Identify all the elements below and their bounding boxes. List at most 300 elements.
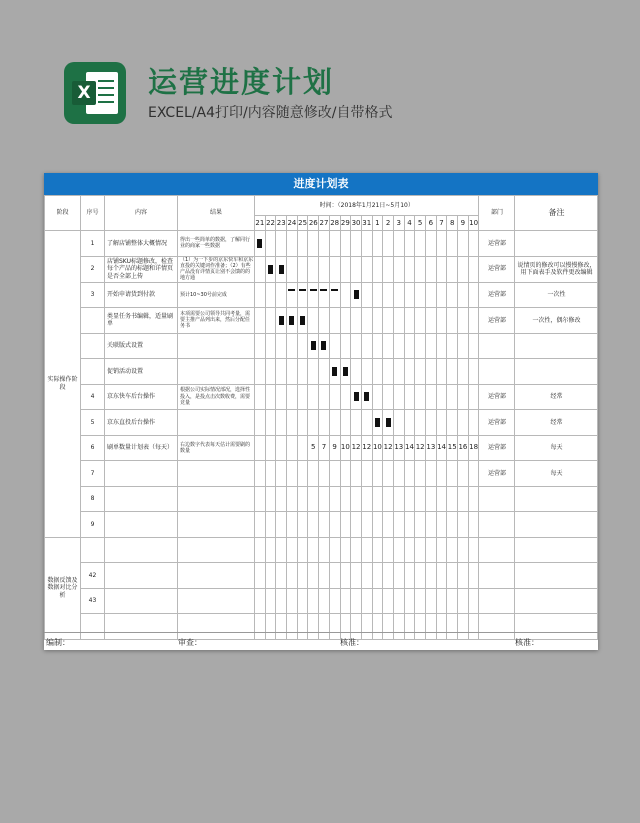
row-dept: [479, 359, 515, 385]
gantt-cell: [308, 537, 319, 563]
row-remark: [515, 486, 598, 512]
row-number: [81, 537, 105, 563]
row-result: [178, 461, 255, 487]
gantt-cell: [436, 256, 447, 282]
gantt-cell: [436, 410, 447, 436]
gantt-cell: [383, 512, 394, 538]
gantt-cell: [436, 512, 447, 538]
day-header: 21: [255, 216, 266, 231]
gantt-cell: [436, 359, 447, 385]
gantt-cell: [287, 461, 298, 487]
row-dept: 运营部: [479, 435, 515, 461]
gantt-cell: [297, 359, 308, 385]
excel-icon: [64, 62, 126, 124]
gantt-cell: [426, 231, 437, 257]
gantt-cell: [255, 588, 266, 614]
gantt-bar: [257, 239, 262, 248]
gantt-cell: [458, 333, 469, 359]
day-header: 28: [329, 216, 340, 231]
gantt-cell: [287, 537, 298, 563]
day-header: 25: [297, 216, 308, 231]
gantt-cell: [426, 359, 437, 385]
row-result: 根据公司实际情况部况，选择性投入，是投点击次数收费，需要竞量: [178, 384, 255, 410]
day-header: 29: [340, 216, 351, 231]
gantt-cell: [426, 563, 437, 589]
gantt-cell: [436, 563, 447, 589]
row-number: 43: [81, 588, 105, 614]
row-content: [105, 486, 178, 512]
sheet-title: 进度计划表: [44, 173, 598, 195]
gantt-cell: [393, 333, 404, 359]
gantt-cell: [329, 231, 340, 257]
table-row: [45, 588, 598, 614]
row-result: [178, 359, 255, 385]
gantt-cell: [447, 537, 458, 563]
row-result: 得出一些简单的数据，了解同行业的商家一些数据: [178, 231, 255, 257]
gantt-cell: [276, 410, 287, 436]
gantt-cell: [447, 588, 458, 614]
gantt-cell: [447, 308, 458, 334]
row-result: （1）为一下步的京东快车和京东直投的关键词作准备；（2）有些产品没有详情页让别不会馈的的地方通: [178, 256, 255, 282]
row-content: 京东快车后台操作: [105, 384, 178, 410]
gantt-cell: [297, 512, 308, 538]
col-no: 序号: [81, 196, 105, 231]
gantt-cell: [426, 461, 437, 487]
gantt-cell: [308, 563, 319, 589]
gantt-cell: [297, 256, 308, 282]
gantt-cell: [297, 282, 308, 308]
daily-count: 12: [383, 435, 394, 461]
gantt-cell: [468, 359, 479, 385]
gantt-cell: [426, 588, 437, 614]
gantt-cell: [287, 359, 298, 385]
daily-count: 15: [447, 435, 458, 461]
row-dept: [479, 537, 515, 563]
daily-count: 14: [436, 435, 447, 461]
gantt-cell: [319, 231, 330, 257]
gantt-cell: [372, 537, 383, 563]
gantt-cell: [361, 308, 372, 334]
gantt-cell: [319, 308, 330, 334]
row-number: 5: [81, 410, 105, 436]
row-dept: 运营部: [479, 461, 515, 487]
gantt-cell: [265, 588, 276, 614]
gantt-cell: [351, 256, 362, 282]
gantt-cell: [297, 410, 308, 436]
row-result: [178, 537, 255, 563]
daily-count: 10: [372, 435, 383, 461]
row-remark: 经常: [515, 410, 598, 436]
gantt-cell: [383, 486, 394, 512]
gantt-cell: [361, 537, 372, 563]
row-number: 2: [81, 256, 105, 282]
gantt-cell: [361, 588, 372, 614]
gantt-cell: [372, 282, 383, 308]
signature-footer: [44, 632, 598, 651]
gantt-cell: [351, 512, 362, 538]
gantt-cell: [436, 231, 447, 257]
gantt-cell: [404, 486, 415, 512]
gantt-cell: [383, 256, 394, 282]
gantt-cell: [351, 384, 362, 410]
daily-count: 18: [468, 435, 479, 461]
gantt-cell: [458, 563, 469, 589]
page-subtitle: EXCEL/A4打印/内容随意修改/自带格式: [148, 105, 393, 121]
gantt-cell: [255, 384, 266, 410]
gantt-cell: [458, 359, 469, 385]
row-result: [178, 410, 255, 436]
row-content: 类显任务书编辑，适量刷单: [105, 308, 178, 334]
gantt-cell: [447, 231, 458, 257]
gantt-cell: [265, 308, 276, 334]
gantt-cell: [436, 384, 447, 410]
gantt-cell: [287, 410, 298, 436]
row-content: [105, 588, 178, 614]
gantt-cell: [436, 537, 447, 563]
row-number: 42: [81, 563, 105, 589]
gantt-cell: [415, 410, 426, 436]
gantt-cell: [340, 231, 351, 257]
approve-label: 核准：: [515, 638, 539, 647]
gantt-cell: [447, 410, 458, 436]
day-header: 9: [458, 216, 469, 231]
row-content: [105, 461, 178, 487]
gantt-cell: [436, 461, 447, 487]
gantt-cell: [297, 563, 308, 589]
row-content: 了解店铺整体大概情况: [105, 231, 178, 257]
gantt-cell: [319, 359, 330, 385]
gantt-cell: [468, 282, 479, 308]
row-result: 预计10~30号前完成: [178, 282, 255, 308]
gantt-cell: [276, 563, 287, 589]
gantt-cell: [287, 384, 298, 410]
row-remark: [515, 563, 598, 589]
gantt-cell: [255, 537, 266, 563]
row-remark: [515, 333, 598, 359]
gantt-cell: [255, 231, 266, 257]
col-stage: 阶段: [45, 196, 81, 231]
gantt-cell: [415, 512, 426, 538]
day-header: 26: [308, 216, 319, 231]
daily-count: 12: [351, 435, 362, 461]
gantt-cell: [308, 486, 319, 512]
gantt-cell: [255, 410, 266, 436]
row-dept: 运营部: [479, 384, 515, 410]
gantt-cell: [436, 282, 447, 308]
gantt-cell: [287, 308, 298, 334]
gantt-cell: [276, 333, 287, 359]
table-row: [45, 359, 598, 385]
gantt-cell: [415, 359, 426, 385]
gantt-cell: [383, 563, 394, 589]
gantt-cell: [415, 308, 426, 334]
daily-count: [297, 435, 308, 461]
gantt-bar: [354, 290, 359, 299]
gantt-cell: [340, 461, 351, 487]
gantt-bar: [354, 392, 359, 401]
gantt-cell: [447, 282, 458, 308]
gantt-cell: [361, 486, 372, 512]
gantt-cell: [393, 410, 404, 436]
gantt-cell: [340, 333, 351, 359]
gantt-cell: [404, 333, 415, 359]
gantt-cell: [468, 512, 479, 538]
gantt-cell: [276, 256, 287, 282]
gantt-cell: [340, 282, 351, 308]
gantt-cell: [329, 282, 340, 308]
gantt-cell: [436, 588, 447, 614]
gantt-cell: [255, 359, 266, 385]
schedule-sheet: [44, 173, 598, 650]
table-row: [45, 384, 598, 410]
gantt-cell: [468, 588, 479, 614]
gantt-cell: [468, 231, 479, 257]
gantt-cell: [426, 537, 437, 563]
excel-letter: X: [72, 81, 96, 105]
row-remark: [515, 231, 598, 257]
row-remark: [515, 537, 598, 563]
row-number: 3: [81, 282, 105, 308]
gantt-cell: [361, 461, 372, 487]
gantt-cell: [276, 512, 287, 538]
gantt-cell: [255, 563, 266, 589]
gantt-cell: [404, 512, 415, 538]
gantt-cell: [383, 384, 394, 410]
col-remark: 备注: [515, 196, 598, 231]
daily-count: 10: [340, 435, 351, 461]
gantt-cell: [404, 588, 415, 614]
gantt-cell: [458, 588, 469, 614]
day-header: 4: [404, 216, 415, 231]
day-header: 6: [426, 216, 437, 231]
table-row: [45, 410, 598, 436]
gantt-cell: [404, 256, 415, 282]
table-row: [45, 308, 598, 334]
gantt-cell: [361, 359, 372, 385]
gantt-cell: [329, 588, 340, 614]
gantt-cell: [340, 588, 351, 614]
gantt-cell: [393, 486, 404, 512]
daily-count: 5: [308, 435, 319, 461]
gantt-cell: [447, 512, 458, 538]
gantt-cell: [361, 410, 372, 436]
gantt-cell: [447, 359, 458, 385]
row-content: 刷单数量计划表（每天）: [105, 435, 178, 461]
row-remark: 每天: [515, 435, 598, 461]
gantt-cell: [351, 588, 362, 614]
gantt-cell: [297, 588, 308, 614]
gantt-cell: [426, 282, 437, 308]
gantt-cell: [255, 333, 266, 359]
page-header: [0, 0, 640, 160]
gantt-cell: [447, 461, 458, 487]
gantt-cell: [383, 359, 394, 385]
row-remark: 一次性: [515, 282, 598, 308]
gantt-cell: [276, 231, 287, 257]
gantt-cell: [276, 359, 287, 385]
gantt-cell: [287, 588, 298, 614]
gantt-cell: [276, 537, 287, 563]
table-row: [45, 563, 598, 589]
gantt-cell: [308, 359, 319, 385]
row-number: 6: [81, 435, 105, 461]
gantt-cell: [458, 231, 469, 257]
gantt-cell: [340, 410, 351, 436]
gantt-cell: [468, 384, 479, 410]
gantt-cell: [265, 359, 276, 385]
gantt-cell: [361, 231, 372, 257]
gantt-cell: [265, 563, 276, 589]
gantt-cell: [297, 333, 308, 359]
gantt-cell: [447, 384, 458, 410]
col-time: 时间：（2018年1月21日~5月10）: [255, 196, 479, 216]
gantt-cell: [393, 231, 404, 257]
row-content: [105, 537, 178, 563]
gantt-cell: [426, 512, 437, 538]
row-result: [178, 333, 255, 359]
gantt-cell: [372, 563, 383, 589]
day-header: 30: [351, 216, 362, 231]
gantt-cell: [468, 333, 479, 359]
gantt-cell: [458, 282, 469, 308]
table-row: [45, 461, 598, 487]
prepared-label: 编制：: [46, 638, 70, 647]
gantt-cell: [265, 333, 276, 359]
gantt-cell: [426, 308, 437, 334]
day-header: 22: [265, 216, 276, 231]
gantt-cell: [308, 256, 319, 282]
schedule-table: [44, 195, 598, 640]
table-row: [45, 435, 598, 461]
gantt-cell: [308, 384, 319, 410]
gantt-cell: [426, 486, 437, 512]
gantt-cell: [329, 486, 340, 512]
row-remark: 说情页的修改可以慢慢修改，用下面表手及软件更改编辑: [515, 256, 598, 282]
gantt-cell: [436, 333, 447, 359]
gantt-cell: [340, 256, 351, 282]
gantt-cell: [393, 308, 404, 334]
gantt-cell: [393, 384, 404, 410]
gantt-cell: [329, 537, 340, 563]
row-dept: 运营部: [479, 231, 515, 257]
row-dept: [479, 333, 515, 359]
row-content: 促销活动设置: [105, 359, 178, 385]
gantt-cell: [319, 512, 330, 538]
row-number: 8: [81, 486, 105, 512]
gantt-cell: [393, 282, 404, 308]
gantt-cell: [372, 333, 383, 359]
daily-count: 13: [426, 435, 437, 461]
gantt-cell: [340, 486, 351, 512]
row-dept: [479, 486, 515, 512]
gantt-cell: [276, 461, 287, 487]
gantt-cell: [426, 333, 437, 359]
day-header: 1: [372, 216, 383, 231]
daily-count: [255, 435, 266, 461]
gantt-cell: [447, 333, 458, 359]
gantt-cell: [287, 282, 298, 308]
gantt-cell: [458, 486, 469, 512]
check-label: 核准：: [340, 638, 364, 647]
gantt-cell: [372, 486, 383, 512]
day-header: 2: [383, 216, 394, 231]
gantt-cell: [329, 359, 340, 385]
gantt-cell: [255, 282, 266, 308]
gantt-cell: [351, 359, 362, 385]
gantt-cell: [276, 588, 287, 614]
gantt-cell: [351, 308, 362, 334]
gantt-cell: [276, 308, 287, 334]
row-dept: [479, 512, 515, 538]
gantt-cell: [383, 231, 394, 257]
gantt-cell: [276, 486, 287, 512]
gantt-cell: [351, 231, 362, 257]
gantt-cell: [393, 256, 404, 282]
gantt-cell: [458, 308, 469, 334]
gantt-cell: [265, 410, 276, 436]
gantt-cell: [415, 537, 426, 563]
row-dept: 运营部: [479, 308, 515, 334]
gantt-cell: [319, 256, 330, 282]
gantt-cell: [404, 410, 415, 436]
gantt-cell: [265, 537, 276, 563]
daily-count: [265, 435, 276, 461]
gantt-cell: [308, 461, 319, 487]
gantt-cell: [447, 563, 458, 589]
gantt-cell: [340, 512, 351, 538]
day-header: 7: [436, 216, 447, 231]
gantt-cell: [287, 512, 298, 538]
gantt-bar: [289, 316, 294, 325]
row-number: [81, 308, 105, 334]
col-content: 内容: [105, 196, 178, 231]
day-header: 23: [276, 216, 287, 231]
gantt-cell: [415, 461, 426, 487]
gantt-cell: [329, 256, 340, 282]
gantt-cell: [308, 588, 319, 614]
gantt-bar: [279, 316, 284, 325]
row-remark: [515, 588, 598, 614]
gantt-cell: [436, 308, 447, 334]
gantt-cell: [404, 461, 415, 487]
row-content: [105, 512, 178, 538]
daily-count: 14: [404, 435, 415, 461]
day-header: 3: [393, 216, 404, 231]
gantt-cell: [458, 512, 469, 538]
gantt-cell: [287, 333, 298, 359]
table-row: [45, 231, 598, 257]
gantt-dash: [310, 289, 317, 291]
gantt-cell: [372, 256, 383, 282]
gantt-cell: [393, 461, 404, 487]
gantt-cell: [426, 256, 437, 282]
gantt-cell: [415, 231, 426, 257]
gantt-cell: [265, 231, 276, 257]
gantt-cell: [340, 563, 351, 589]
gantt-cell: [393, 359, 404, 385]
gantt-cell: [351, 410, 362, 436]
gantt-cell: [372, 410, 383, 436]
gantt-cell: [319, 461, 330, 487]
table-row: [45, 512, 598, 538]
gantt-cell: [458, 461, 469, 487]
gantt-bar: [321, 341, 326, 350]
gantt-cell: [319, 333, 330, 359]
gantt-cell: [297, 308, 308, 334]
gantt-bar: [386, 418, 391, 427]
gantt-bar: [375, 418, 380, 427]
gantt-cell: [329, 333, 340, 359]
